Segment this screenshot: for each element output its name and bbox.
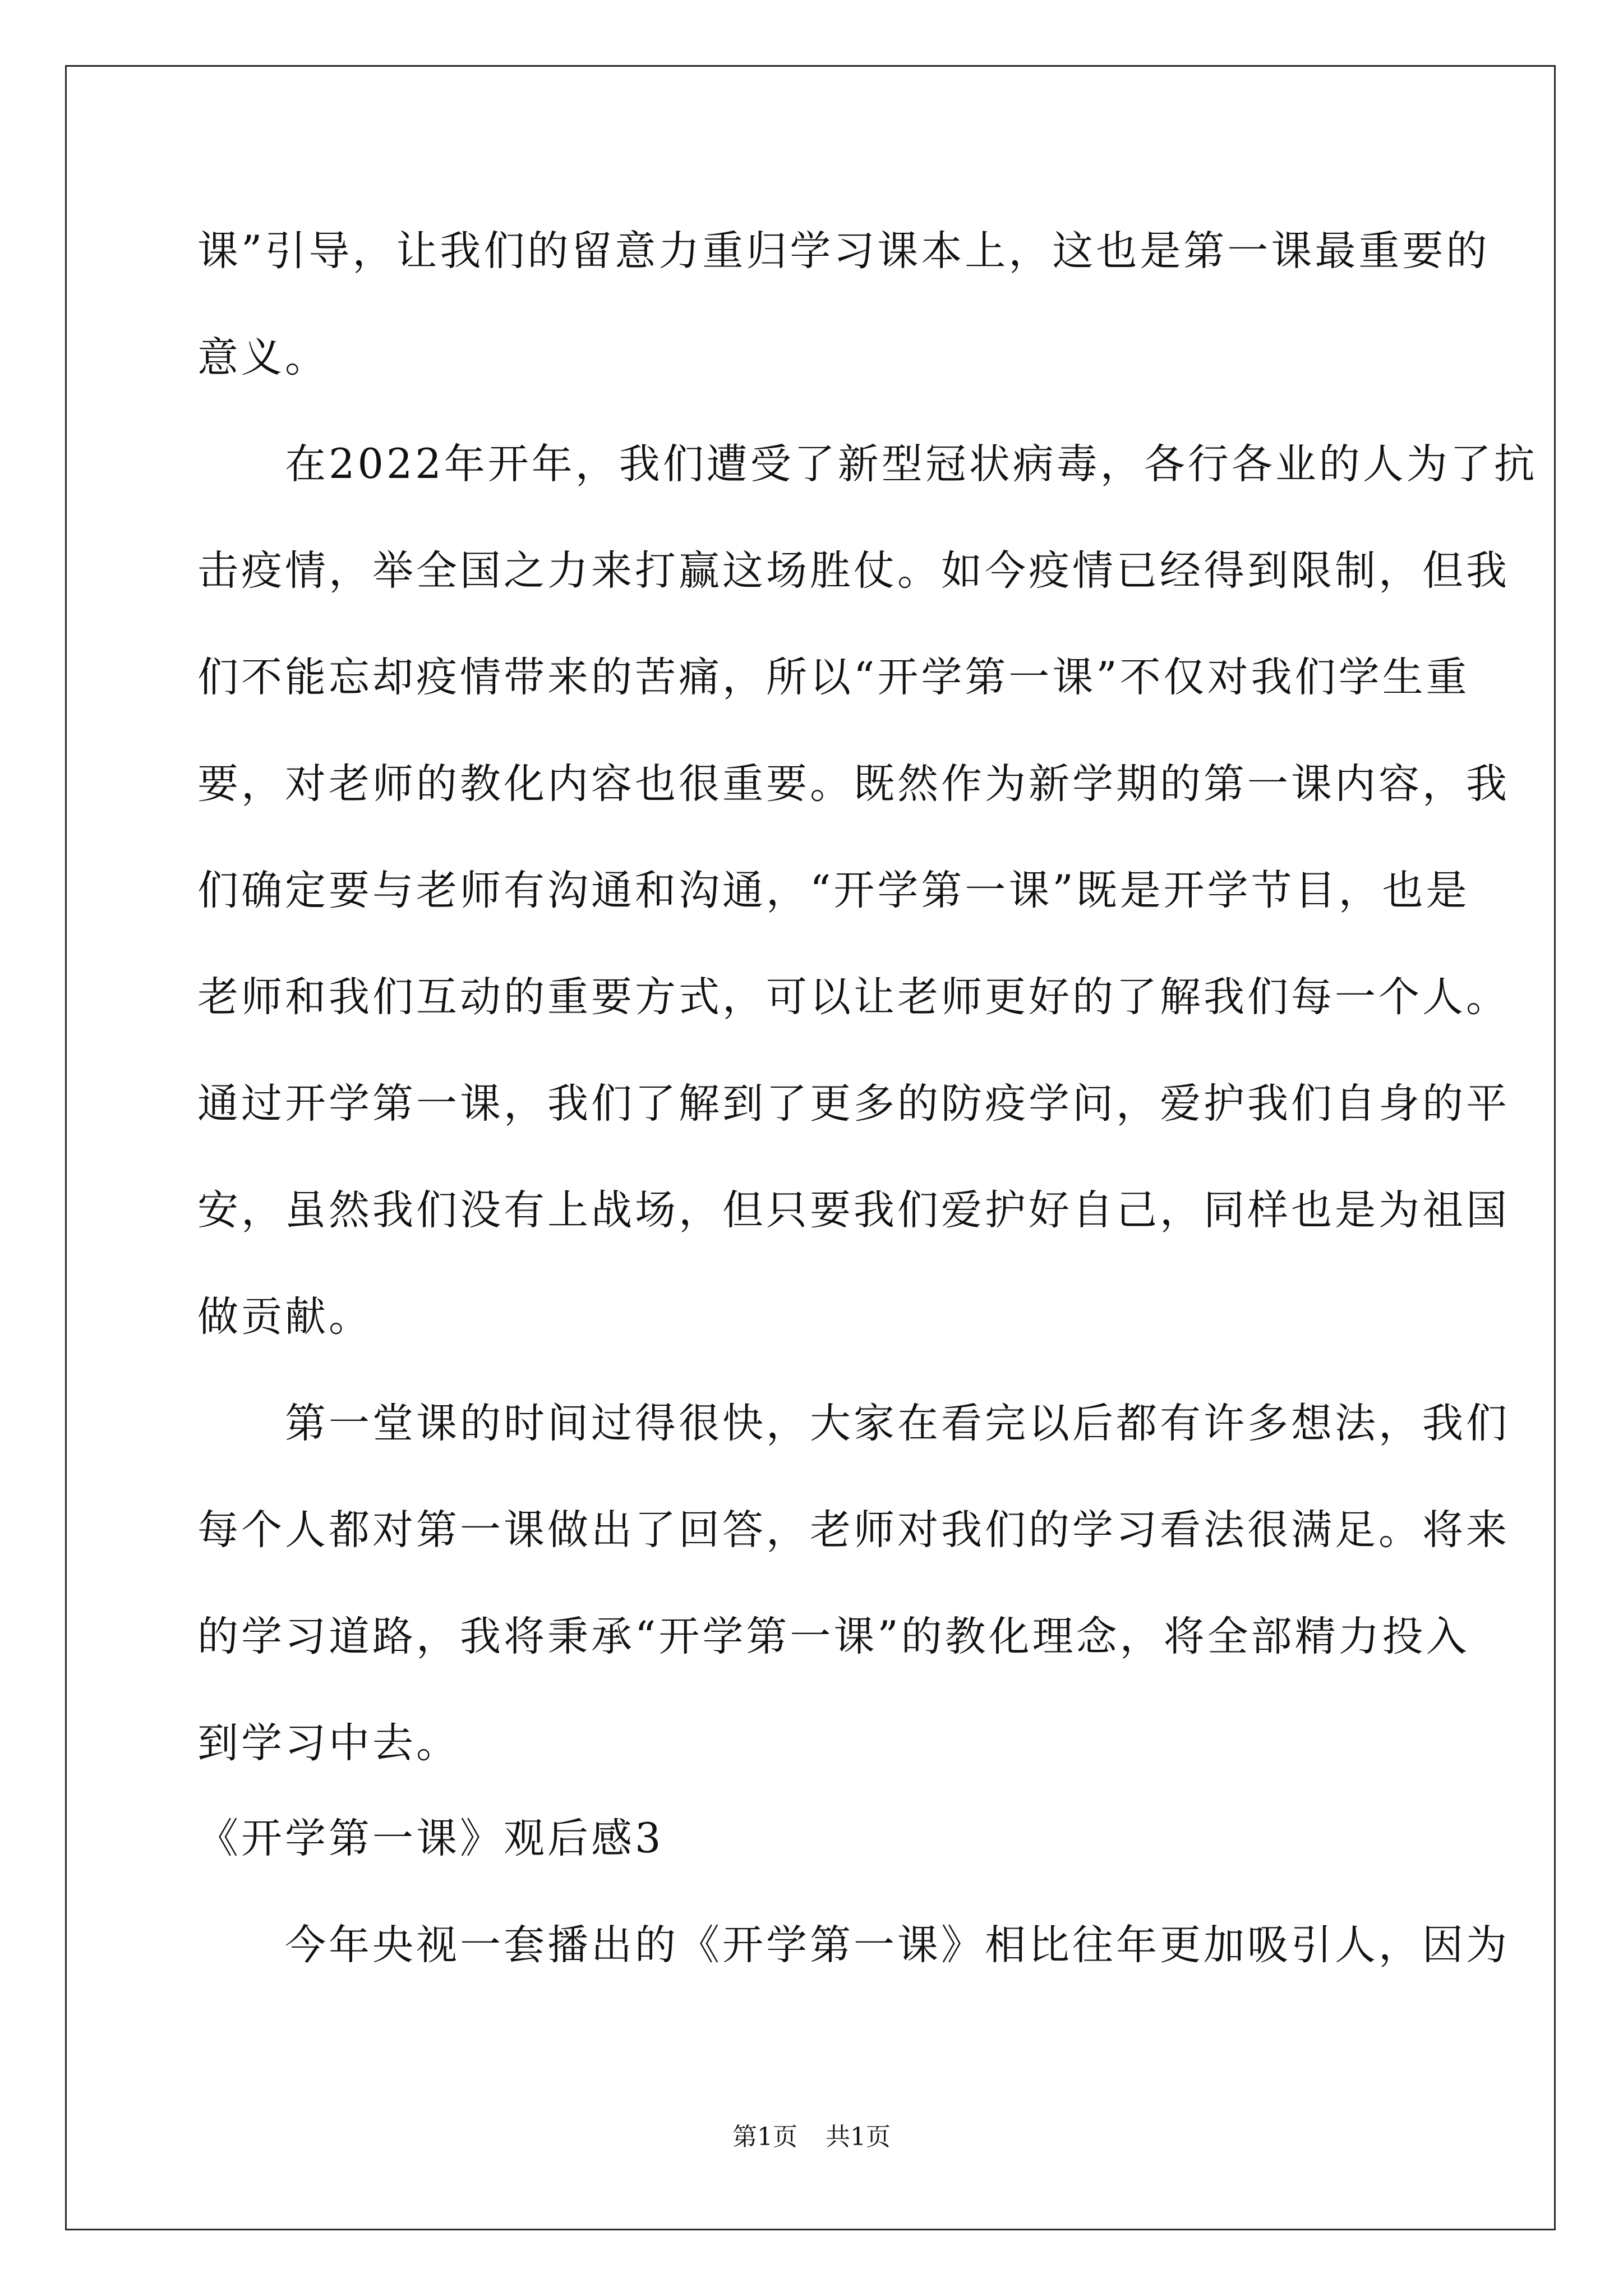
page-number: 第1页 — [732, 2123, 797, 2151]
text-line: 的学习道路，我将秉承“开学第一课”的教化理念，将全部精力投入 — [197, 1613, 1470, 1660]
text-line: 课”引导，让我们的留意力重归学习课本上，这也是第一课最重要的 — [197, 227, 1490, 275]
text-line: 通过开学第一课，我们了解到了更多的防疫学问，爱护我们自身的平 — [197, 1080, 1510, 1128]
text-line: 在2022年开年，我们遭受了新型冠状病毒，各行各业的人为了抗 — [197, 440, 1538, 488]
text-line: 老师和我们互动的重要方式，可以让老师更好的了解我们每一个人。 — [197, 973, 1510, 1021]
text-line: 安，虽然我们没有上战场，但只要我们爱护好自己，同样也是为祖国 — [197, 1186, 1510, 1234]
page-footer — [0, 2120, 1623, 2154]
page-total: 共1页 — [826, 2123, 891, 2151]
section-heading: 《开学第一课》观后感3 — [197, 1815, 664, 1862]
text-line: 第一堂课的时间过得很快，大家在看完以后都有许多想法，我们 — [197, 1400, 1510, 1447]
text-line: 做贡献。 — [197, 1293, 372, 1341]
text-line: 今年央视一套播出的《开学第一课》相比往年更加吸引人，因为 — [197, 1921, 1510, 1969]
text-line: 每个人都对第一课做出了回答，老师对我们的学习看法很满足。将来 — [197, 1506, 1510, 1554]
text-line: 们不能忘却疫情带来的苦痛，所以“开学第一课”不仅对我们学生重 — [197, 654, 1470, 701]
text-line: 到学习中去。 — [197, 1719, 460, 1767]
page-border — [65, 65, 1556, 2230]
text-line: 们确定要与老师有沟通和沟通，“开学第一课”既是开学节目，也是 — [197, 867, 1470, 914]
text-line: 击疫情，举全国之力来打赢这场胜仗。如今疫情已经得到限制，但我 — [197, 547, 1510, 595]
text-line: 意义。 — [197, 334, 329, 381]
text-line: 要，对老师的教化内容也很重要。既然作为新学期的第一课内容，我 — [197, 760, 1510, 808]
